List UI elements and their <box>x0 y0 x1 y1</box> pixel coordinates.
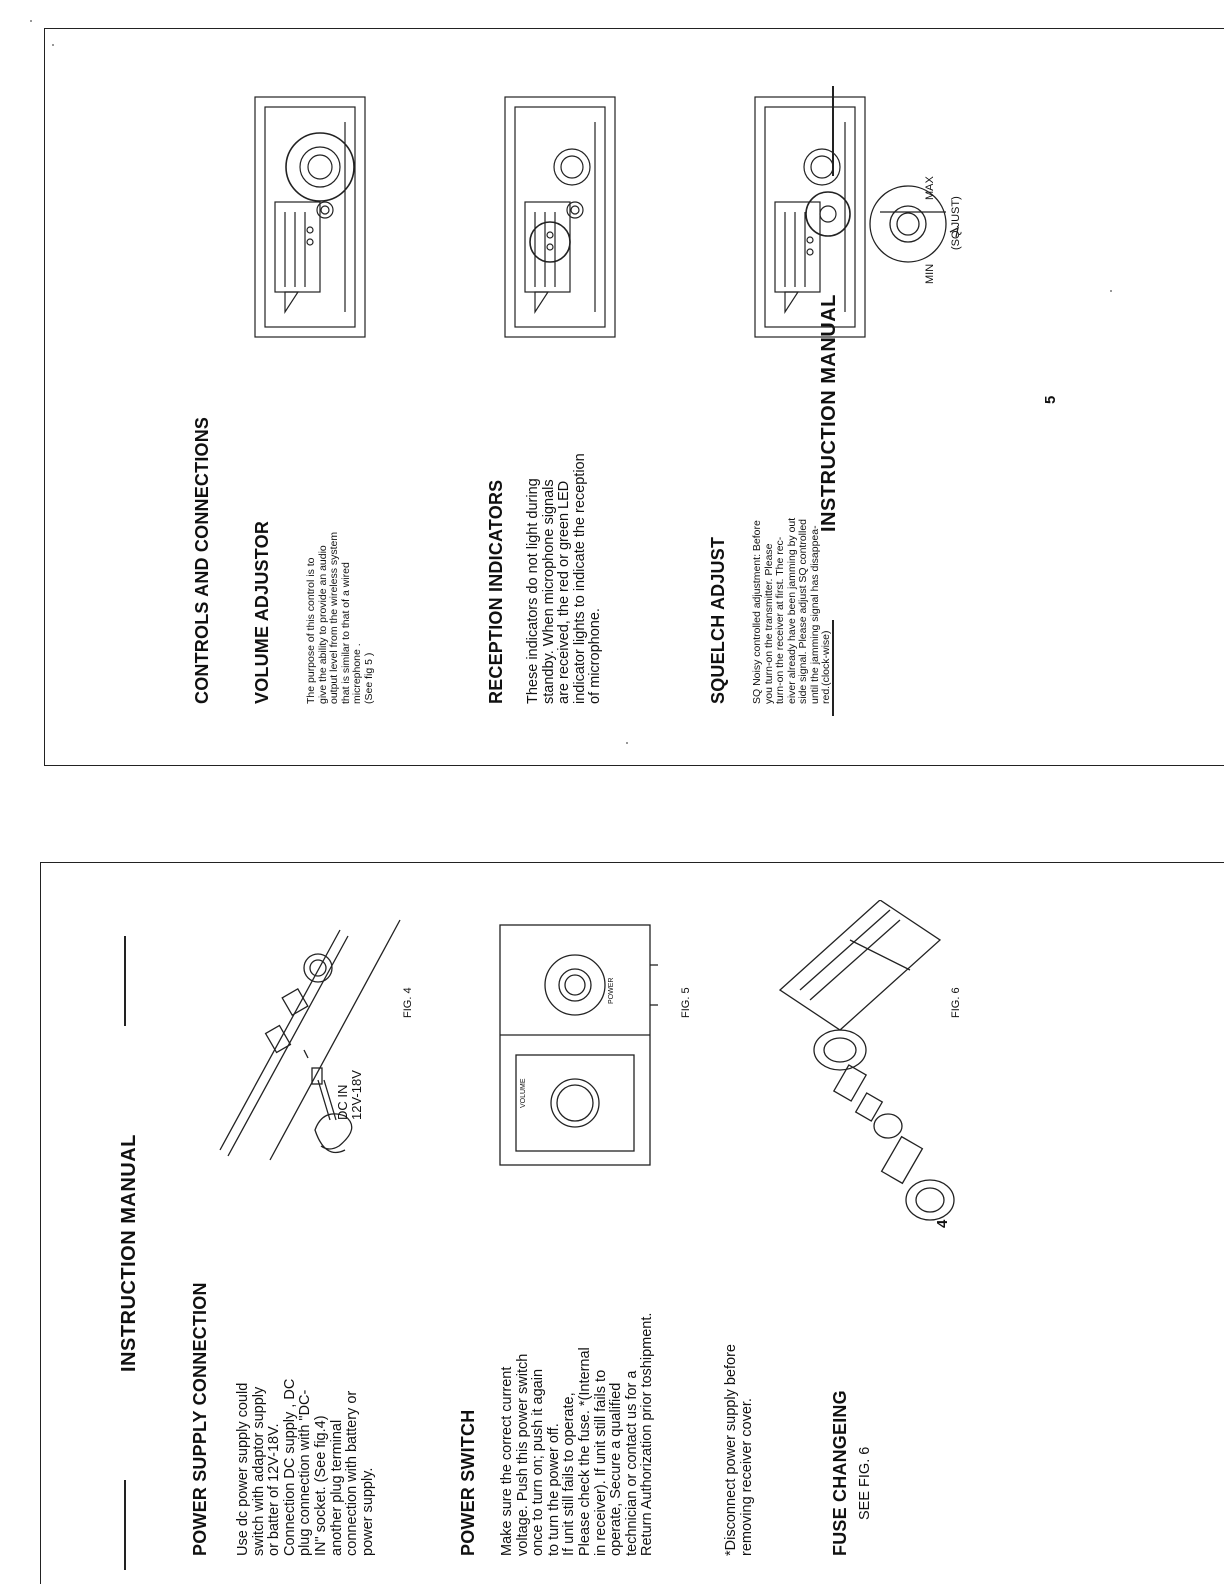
power-switch-heading: POWER SWITCH <box>458 1409 478 1556</box>
fig-6-fuse-illustration <box>740 900 980 1230</box>
controls-section-title: CONTROLS AND CONNECTIONS <box>192 416 212 704</box>
scan-speck <box>30 20 32 22</box>
power-supply-body: Use dc power supply could switch with adaptor supply or batter of 12V-18V. Connection DC supply , DC plug connection with "DC- IN" socket. (See fig.4) another plug terminal connection with battery or power supply. <box>235 1378 376 1556</box>
power-supply-heading: POWER SUPPLY CONNECTION <box>190 1282 210 1556</box>
fig-4-dc-socket-illustration <box>200 900 480 1230</box>
header-rule-top <box>124 936 126 1026</box>
power-switch-note: *Disconnect power supply before removing receiver cover. <box>723 1344 755 1556</box>
volume-panel-illustration <box>250 92 370 342</box>
scan-speck <box>1110 290 1112 292</box>
fig-4-dc-label: DC IN 12V-18V <box>335 1070 364 1120</box>
reception-body: These indicators do not light during standby. When microphone signals are received, the red or green LED indicator lights to indicate the reception of microphone. <box>525 453 604 704</box>
fig-4-caption: FIG. 4 <box>402 987 414 1018</box>
fuse-heading: FUSE CHANGEING <box>830 1390 850 1556</box>
page-5-number: 5 <box>1042 395 1059 404</box>
fig-5-power-label: POWER <box>608 977 615 1004</box>
fig-5-caption: FIG. 5 <box>680 987 692 1018</box>
reception-panel-illustration <box>500 92 620 342</box>
volume-body: The purpose of this control is to give the ability to provide an audio output level from the wireless system that is similar to that of a wired micrephone . (See fig 5 ) <box>305 531 375 704</box>
page-4-number: 4 <box>934 1219 951 1228</box>
squelch-knob-max-label: MAX <box>924 176 936 200</box>
fuse-subheading: SEE FIG. 6 <box>857 1446 873 1520</box>
squelch-heading: SQUELCH ADJUST <box>708 536 728 704</box>
power-switch-body: Make sure the correct current voltage. Push this power switch once to turn on; push it again to turn the power off. If unit still fails to operate, Please check the fuse. *(Internal in receiver). If unit still fails to operate, Secure a qualified technician or contact us for a Return Authorization prior toshipment. <box>499 1312 656 1556</box>
squelch-knob-label: (SQ JUST) <box>950 196 962 250</box>
volume-heading: VOLUME ADJUSTOR <box>252 520 272 704</box>
scan-speck <box>52 44 54 46</box>
fig-5-front-panel-illustration <box>490 915 660 1175</box>
squelch-panel-illustration <box>750 92 870 342</box>
fig-5-volume-label: VOLUME <box>520 1078 527 1108</box>
reception-heading: RECEPTION INDICATORS <box>486 479 506 704</box>
page-5-header-title: INSTRUCTION MANUAL <box>818 294 840 532</box>
squelch-body: SQ Noisy controlled adjustment: Before you turn-on the transmitter. Please turn-on the receiver at first. The rec- eiver already have been jamming by out side signal. Please adjust SQ controlled until the jamming signal has disappea- red.(clock-wise) <box>751 517 832 704</box>
squelch-knob-min-label: MIN <box>924 263 936 284</box>
header-rule-bottom <box>124 1480 126 1570</box>
page-4-header-title: INSTRUCTION MANUAL <box>118 1134 140 1372</box>
fig-6-caption: FIG. 6 <box>950 987 962 1018</box>
scan-speck <box>626 742 628 744</box>
